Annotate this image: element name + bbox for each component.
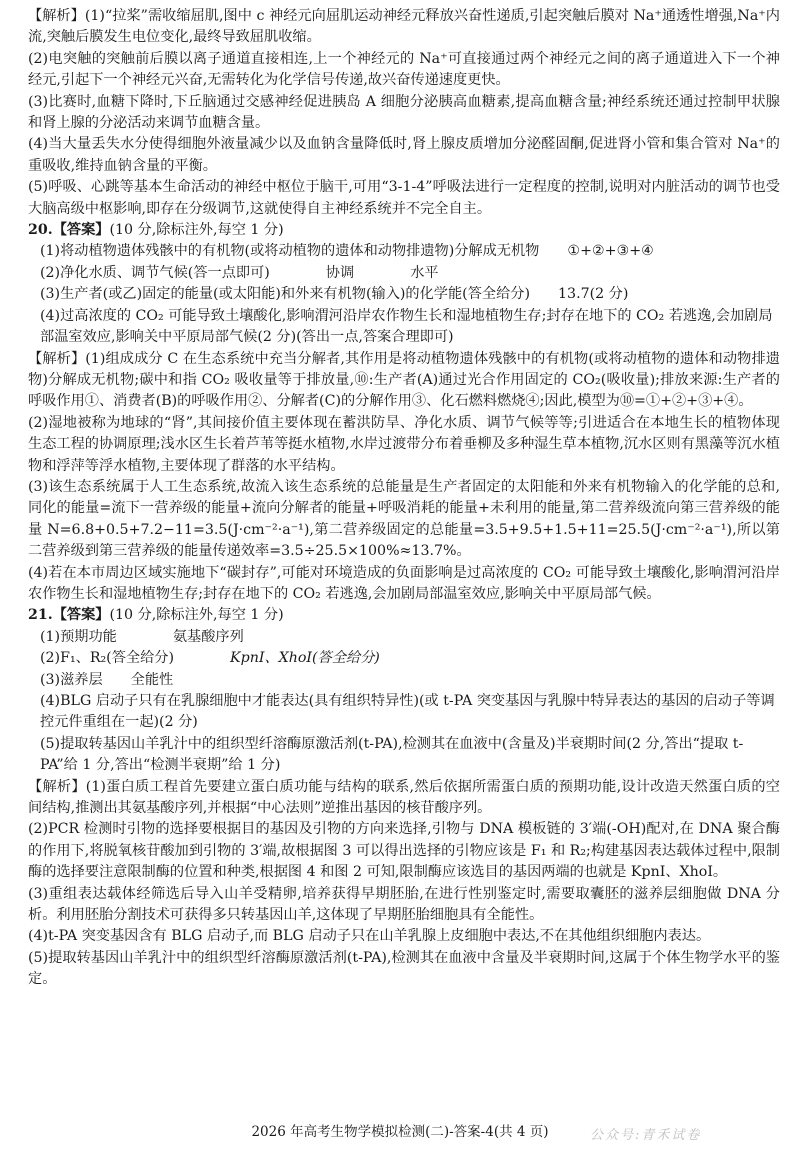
page-footer: 2026 年高考生物学模拟检测(二)-答案-4(共 4 页): [251, 1124, 549, 1140]
q20-answer-2-c: 水平: [410, 264, 439, 281]
watermark: 公众号:青禾试卷: [590, 1128, 702, 1143]
q20-answer-3-b: 13.7(2 分): [558, 286, 629, 303]
q19-analysis-p5: (5)呼吸、心跳等基本生命活动的神经中枢位于脑干,可用“3-1-4”呼吸法进行一定程度的控制,说明对内脏活动的调节也受大脑高级中枢影响,即存在分级调节,这就使得自主神经系统并不完全自主。: [28, 179, 780, 217]
q20-answer-4-a: (4)过高浓度的 CO₂ 可能导致土壤酸化,影响渭河沿岸农作物生长和湿地植物生存;封存在地下的 CO₂ 若逃逸,会加剧局部温室效应,影响关中平原局部气候(2 分)(答出一点,答案合理即可): [40, 307, 773, 346]
q21-answer-2-a: (2)F₁、R₂(答全给分): [40, 650, 175, 667]
q21-number: 21.: [28, 607, 53, 624]
q20-analysis-p2: (2)湿地被称为地球的“肾”,其间接价值主要体现在蓄洪防旱、净化水质、调节气候等等;引进适合在本地生长的植物体现生态工程的协调原理;浅水区生长着芦苇等挺水植物,水岸过渡带分布着垂柳及多种湿生草本植物,沉水区则有黑藻等沉水植物和浮萍等浮水植物,主要体现了群落的水平结构。: [28, 414, 780, 474]
q20-answer-tag: 【答案】: [52, 222, 110, 239]
q20-analysis-p3: (3)该生态系统属于人工生态系统,故流入该生态系统的总能量是生产者固定的太阳能和外来有机物输入的化学能的总和,同化的能量=流下一营养级的能量+流向分解者的能量+呼吸消耗的能量+未利用的能量,第二营养级流向第三营养级的能量 N=6.8+0.5+7.2−11=3.5(J·cm⁻²·a⁻¹),第二营养级固定的总能量=3.5+9.5+1.5+11=25.5(J·cm⁻²·a⁻¹),所以第二营养级到第三营养级的能量传递效率=3.5÷25.5×100%≈13.7%。: [28, 478, 780, 560]
q21-answer-3: [28, 670, 780, 691]
q19-analysis-p3: (3)比赛时,血糖下降时,下丘脑通过交感神经促进胰岛 A 细胞分泌胰高血糖素,提高血糖含量;神经系统还通过控制甲状腺和肾上腺的分泌活动来调节血糖含量。: [28, 93, 780, 132]
q21-answer-1-b: 氨基酸序列: [172, 628, 244, 645]
q21-answer-3-a: (3)滋养层: [40, 671, 103, 688]
q19-analysis: [28, 6, 780, 220]
q20-analysis-p4: (4)若在本市周边区域实施地下“碳封存”,可能对环境造成的负面影响是过高浓度的 CO₂ 可能导致土壤酸化,影响渭河沿岸农作物生长和湿地植物生存;封存在地下的 CO₂ 若逃逸,会加剧局部温室效应,影响关中平原局部气候。: [28, 564, 780, 602]
q20-answer-3-a: (3)生产者(或乙)固定的能量(或太阳能)和外来有机物(输入)的化学能(答全给分): [40, 286, 531, 303]
q20-answer-2-a: (2)净化水质、调节气候(答一点即可): [40, 264, 270, 281]
q19-analysis-p2: (2)电突触的突触前后膜以离子通道直接相连,上一个神经元的 Na⁺可直接通过两个神经元之间的离子通道进入下一个神经元,引起下一个神经元兴奋,无需转化为化学信号传递,故兴奋传递速度更快。: [28, 50, 780, 89]
q20-answer-1: [28, 241, 780, 262]
q21-answer-1-a: (1)预期功能: [40, 628, 117, 645]
q21-answer-4-a: (4)BLG 启动子只有在乳腺细胞中才能表达(具有组织特异性)(或 t-PA 突变基因与乳腺中特异表达的基因的启动子等调控元件重组在一起)(2 分): [40, 693, 775, 731]
q21-answer-5-a: (5)提取转基因山羊乳汁中的组织型纤溶酶原激活剂(t-PA),检测其在血液中(含量及)半衰期时间(2 分,答出“提取 t-PA”给 1 分,答出“检测半衰期”给 1 分): [40, 735, 744, 774]
q20-score-note: (10 分,除标注外,每空 1 分): [109, 222, 284, 239]
q19-analysis-p4: (4)当大量丢失水分使得细胞外液量减少以及血钠含量降低时,肾上腺皮质增加分泌醛固酮,促进肾小管和集合管对 Na⁺的重吸收,维持血钠含量的平衡。: [28, 136, 780, 174]
q21-answer-1: [28, 627, 780, 648]
q19-analysis-p1: 【解析】(1)“拉桨”需收缩屈肌,图中 c 神经元向屈肌运动神经元释放兴奋性递质,引起突触后膜对 Na⁺通透性增强,Na⁺内流,突触后膜发生电位变化,最终导致屈肌收缩。: [28, 8, 780, 46]
q21-answer-5: [28, 734, 780, 777]
q21-section: [28, 605, 780, 990]
q21-answer-2: [28, 648, 780, 669]
q21-answer-2-b: KpnⅠ、XhoⅠ(答全给分): [230, 650, 380, 667]
q20-analysis-p1: 【解析】(1)组成成分 C 在生态系统中充当分解者,其作用是将动植物遗体残骸中的有机物(或将动植物的遗体和动物排遗物)分解成无机物;碳中和指 CO₂ 吸收量等于排放量,⑩:生产者(A)通过光合作用固定的 CO₂(吸收量);排放来源:生产者的呼吸作用①、消费者(B)的呼吸作用②、分解者(C)的分解作用③、化石燃料燃烧④;因此,模型为⑩=①+②+③+④。: [28, 350, 780, 410]
q20-answer-2-b: 协调: [325, 264, 355, 281]
q21-answer-4: [28, 691, 780, 734]
q20-section: [28, 220, 780, 605]
q20-heading: [28, 220, 780, 241]
q20-answer-3: [28, 284, 780, 305]
q21-heading: [28, 605, 780, 626]
q21-analysis-p3: (3)重组表达载体经筛选后导入山羊受精卵,培养获得早期胚胎,在进行性别鉴定时,需要取囊胚的滋养层细胞做 DNA 分析。利用胚胎分割技术可获得多只转基因山羊,这体现了早期胚胎细胞具有全能性。: [28, 885, 780, 924]
answer-page: [28, 6, 780, 991]
q20-answer-2: [28, 263, 780, 284]
q20-answer-1-b: ①+②+③+④: [567, 243, 654, 260]
q21-score-note: (10 分,除标注外,每空 1 分): [109, 607, 284, 624]
q20-number: 20.: [28, 222, 53, 239]
q21-analysis-p4: (4)t-PA 突变基因含有 BLG 启动子,而 BLG 启动子只在山羊乳腺上皮细胞中表达,不在其他组织细胞内表达。: [28, 928, 711, 945]
q20-answer-4: [28, 306, 780, 349]
q21-analysis-p1: 【解析】(1)蛋白质工程首先要建立蛋白质功能与结构的联系,然后依据所需蛋白质的预期功能,设计改造天然蛋白质的空间结构,推测出其氨基酸序列,并根据“中心法则”逆推出基因的核苷酸序列。: [28, 778, 780, 817]
q21-analysis-p2: (2)PCR 检测时引物的选择要根据目的基因及引物的方向来选择,引物与 DNA 模板链的 3′端(-OH)配对,在 DNA 聚合酶的作用下,将脱氧核苷酸加到引物的 3′端,故根据图 3 可以得出选择的引物应该是 F₁ 和 R₂;构建基因表达载体过程中,限制酶的选择要注意限制酶的位置和种类,根据图 4 和图 2 可知,限制酶应该选目的基因两端的也就是 KpnⅠ、XhoⅠ。: [28, 821, 780, 881]
q21-answer-tag: 【答案】: [52, 607, 110, 624]
q21-answer-3-b: 全能性: [130, 671, 174, 688]
q20-answer-1-a: (1)将动植物遗体残骸中的有机物(或将动植物的遗体和动物排遗物)分解成无机物: [40, 243, 540, 260]
q21-analysis-p5: (5)提取转基因山羊乳汁中的组织型纤溶酶原激活剂(t-PA),检测其在血液中含量及半衰期时间,这属于个体生物学水平的鉴定。: [28, 949, 780, 988]
